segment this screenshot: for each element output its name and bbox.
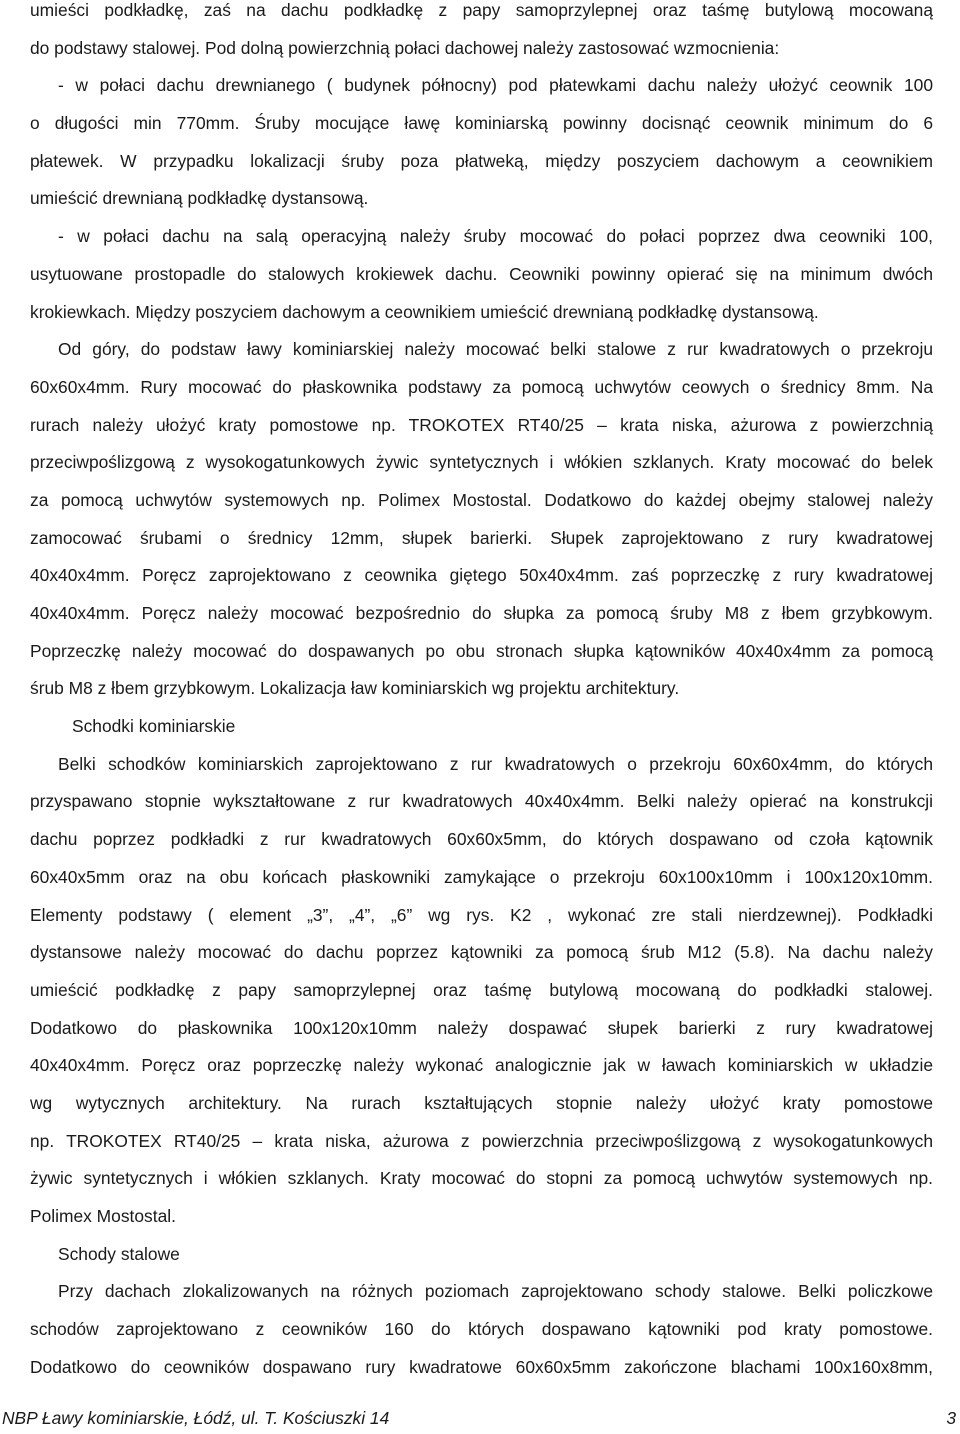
text-line: przeciwpoślizgową z wysokogatunkowych żywic syntetycznych i włókien szklanych. Kraty mocować do belek	[30, 452, 933, 473]
text-line: umieścić podkładkę z papy samoprzylepnej oraz taśmę butylową mocowaną do podkładki stalowej.	[30, 979, 933, 1000]
text-line: do podstawy stalowej. Pod dolną powierzchnią połaci dachowej należy zastosować wzmocnienia:	[30, 37, 780, 58]
text-line: - w połaci dachu na salą operacyjną należy śruby mocować do połaci poprzez dwa ceowniki 100,	[58, 226, 933, 247]
text-line: 60x60x4mm. Rury mocować do płaskownika podstawy za pomocą uchwytów ceowych o średnicy 8mm. Na	[30, 376, 933, 397]
text-line: usytuowane prostopadle do stalowych krokiewek dachu. Ceowniki powinny opierać się na minimum dwóch	[30, 263, 933, 284]
text-line: rurach należy ułożyć kraty pomostowe np. TROKOTEX RT40/25 – krata niska, ażurowa z powierzchnią	[30, 414, 933, 435]
text-line: dystansowe należy mocować do dachu poprzez kątowniki za pomocą śrub M12 (5.8). Na dachu należy	[30, 942, 933, 963]
text-line: schodów zaprojektowano z ceowników 160 do których dospawano kątowniki pod kraty pomostowe.	[30, 1319, 933, 1340]
text-line: przyspawano stopnie wykształtowane z rur kwadratowych 40x40x4mm. Belki należy opierać na konstrukcji	[30, 791, 933, 812]
text-line: 40x40x4mm. Poręcz należy mocować bezpośrednio do słupka za pomocą śruby M8 z łbem grzybkowym.	[30, 603, 933, 623]
text-line: Polimex Mostostal.	[30, 1206, 176, 1226]
text-line: umieści podkładkę, zaś na dachu podkładkę z papy samoprzylepnej oraz taśmę butylową mocowaną	[30, 0, 933, 20]
text-line: płatewek. W przypadku lokalizacji śruby poza płatweką, między poszyciem dachowym a ceownikiem	[30, 150, 933, 171]
text-line: Dodatkowo do ceowników dospawano rury kwadratowe 60x60x5mm zakończone blachami 100x160x8mm,	[30, 1356, 933, 1377]
footer-document-title: NBP Ławy kominiarskie, Łódź, ul. T. Kościuszki 14	[2, 1408, 390, 1428]
text-line: krokiewkach. Między poszyciem dachowym a ceownikiem umieścić drewnianą podkładkę dystansową.	[30, 301, 819, 322]
text-line: dachu poprzez podkładki z rur kwadratowych 60x60x5mm, do których dospawano od czoła kątownik	[30, 829, 933, 850]
page-footer	[0, 1408, 960, 1432]
section-heading: Schody stalowe	[58, 1243, 180, 1264]
page-number: 3	[946, 1408, 956, 1428]
text-line: umieścić drewnianą podkładkę dystansową.	[30, 188, 369, 209]
document-page	[30, 0, 933, 1386]
text-line: 60x40x5mm oraz na obu końcach płaskowniki zamykające o przekroju 60x100x10mm i 100x120x10mm.	[30, 866, 933, 887]
text-line: wg wytycznych architektury. Na rurach kształtujących stopnie należy ułożyć kraty pomostowe	[30, 1092, 933, 1113]
section-heading: Schodki kominiarskie	[72, 716, 236, 737]
text-line: za pomocą uchwytów systemowych np. Polimex Mostostal. Dodatkowo do każdej obejmy stalowej należy	[30, 489, 933, 510]
text-line: - w połaci dachu drewnianego ( budynek północny) pod płatewkami dachu należy ułożyć ceownik 100	[58, 75, 933, 96]
text-line: Elementy podstawy ( element „3”, „4”, „6” wg rys. K2 , wykonać zre stali nierdzewnej). Podkładki	[30, 904, 933, 925]
text-line: Dodatkowo do płaskownika 100x120x10mm należy dospawać słupek barierki z rury kwadratowej	[30, 1017, 933, 1038]
text-line: Poprzeczkę należy mocować do dospawanych po obu stronach słupka kątowników 40x40x4mm za pomocą	[30, 640, 933, 661]
text-line: Belki schodków kominiarskich zaprojektowano z rur kwadratowych o przekroju 60x60x4mm, do których	[58, 753, 933, 774]
text-line: Od góry, do podstaw ławy kominiarskiej należy mocować belki stalowe z rur kwadratowych o przekroju	[58, 339, 933, 360]
text-line: o długości min 770mm. Śruby mocujące ławę kominiarską powinny docisnąć ceownik minimum do 6	[30, 113, 933, 134]
text-line: żywic syntetycznych i włókien szklanych. Kraty mocować do stopni za pomocą uchwytów systemowych np.	[30, 1168, 933, 1189]
text-line: 40x40x4mm. Poręcz oraz poprzeczkę należy wykonać analogicznie jak w ławach kominiarskich w układzie	[30, 1055, 933, 1076]
text-line: np. TROKOTEX RT40/25 – krata niska, ażurowa z powierzchnia przeciwpoślizgową z wysokogatunkowych	[30, 1130, 933, 1151]
text-line: 40x40x4mm. Poręcz zaprojektowano z ceownika giętego 50x40x4mm. zaś poprzeczkę z rury kwadratowej	[30, 565, 933, 586]
text-line: śrub M8 z łbem grzybkowym. Lokalizacja ław kominiarskich wg projektu architektury.	[30, 678, 680, 699]
text-line: Przy dachach zlokalizowanych na różnych poziomach zaprojektowano schody stalowe. Belki policzkowe	[58, 1281, 933, 1302]
text-line: zamocować śrubami o średnicy 12mm, słupek barierki. Słupek zaprojektowano z rury kwadratowej	[30, 527, 933, 548]
